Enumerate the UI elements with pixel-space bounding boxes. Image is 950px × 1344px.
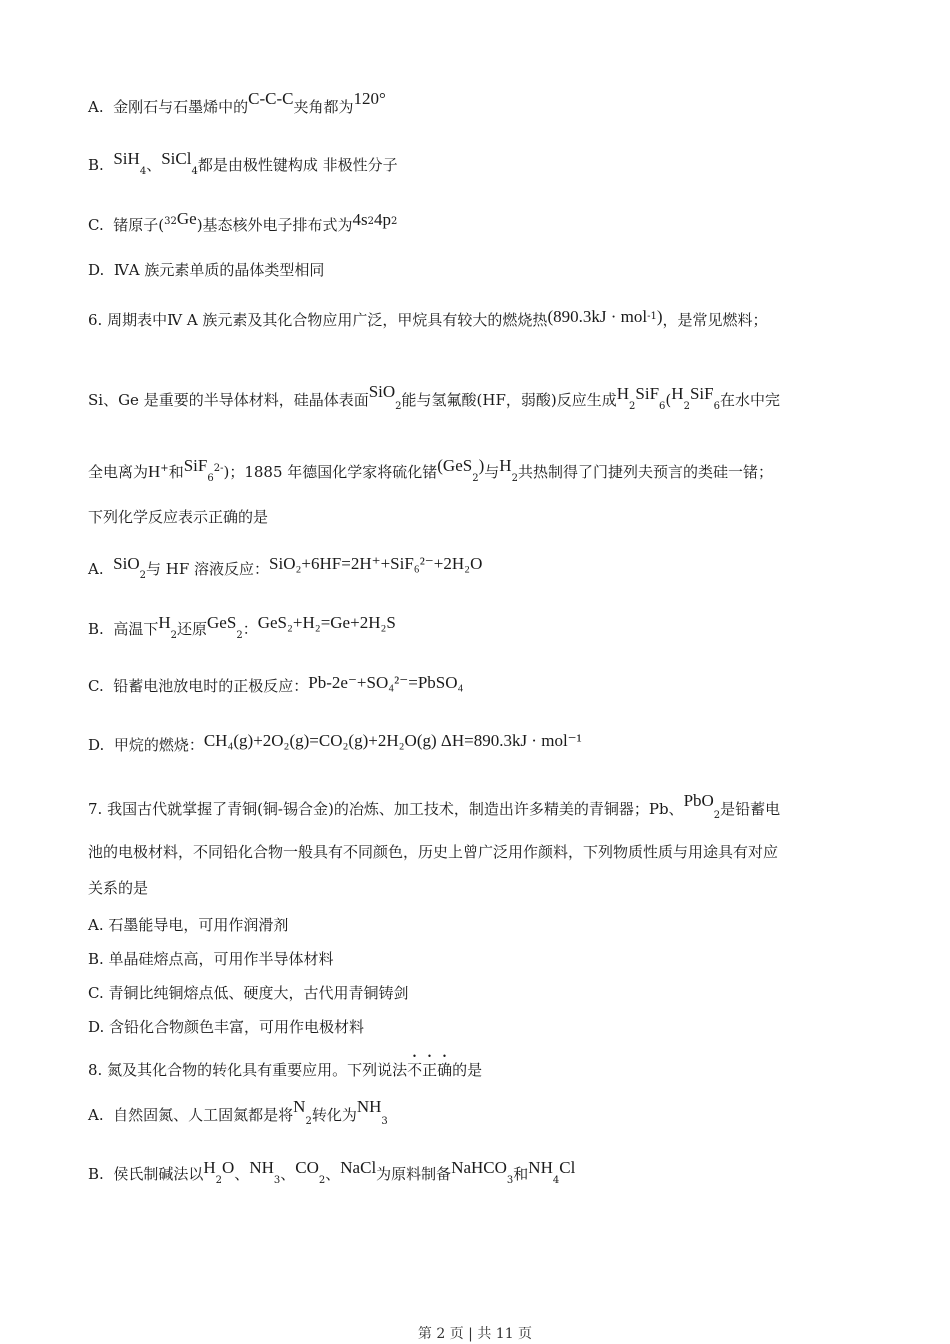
q5-option-d: D. ⅣA 族元素单质的晶体类型相同: [88, 261, 325, 279]
q8-option-b: B. 侯氏制碱法以$H_2O$、$NH_3$、$CO_2$、NaCl为原料制备NaHCO$_3$和$NH_4Cl$: [88, 1158, 576, 1186]
q8-stem: 8. 氮及其化合物的转化具有重要应用。下列说法不正确的是: [88, 1061, 483, 1079]
q6-option-b: B. 高温下$H_2$还原GeS$_2$：GeS₂+H₂=Ge+2H₂S: [88, 613, 396, 641]
q6-option-a: A. SiO$_2$与 HF 溶液反应：SiO₂+6HF=2H⁺+SiF₆²⁻+2H₂O: [88, 554, 483, 581]
q6-stem-line-4: 下列化学反应表示正确的是: [88, 508, 269, 526]
emphasized-text: 不正确: [407, 1061, 453, 1079]
q7-option-c: C. 青铜比纯铜熔点低、硬度大，古代用青铜铸剑: [88, 984, 409, 1002]
q6-option-c: C. 铅蓄电池放电时的正极反应：Pb-2e⁻+SO₄²⁻=PbSO₄: [88, 673, 464, 695]
q7-option-d: D. 含铅化合物颜色丰富，可用作电极材料: [88, 1018, 365, 1036]
q7-stem-line-3: 关系的是: [88, 879, 149, 897]
q7-stem-line-1: 7. 我国古代就掌握了青铜(铜-锡合金)的冶炼、加工技术，制造出许多精美的青铜器；Pb、PbO$_2$是铅蓄电: [88, 791, 781, 821]
q7-option-a: A. 石墨能导电，可用作润滑剂: [88, 916, 289, 934]
q5-option-b: B. SiH$_4$、SiCl$_4$都是由极性键构成 非极性分子: [88, 149, 398, 177]
q5-option-c: C. 锗原子($^{32}$Ge)基态核外电子排布式为$4s^24p^2$: [88, 209, 398, 234]
q7-option-b: B. 单晶硅熔点高，可用作半导体材料: [88, 950, 334, 968]
q7-stem-line-2: 池的电极材料，不同铅化合物一般具有不同颜色，历史上曾广泛用作颜料，下列物质性质与用途具有对应: [88, 843, 779, 861]
q5-option-a: A. 金刚石与石墨烯中的C-C-C夹角都为120°: [88, 89, 386, 116]
q6-stem-line-3: 全电离为H+和SiF$_6^{2-}$)；1885 年德国化学家将硫化锗(GeS$_2$)与$H_2$共热制得了门捷列夫预言的类硅一锗；: [88, 456, 773, 484]
page-footer: 第 2 页 | 共 11 页: [417, 1326, 533, 1342]
q6-stem-line-2: Si、Ge 是重要的半导体材料，硅晶体表面SiO$_2$能与氢氟酸(HF，弱酸)反应生成$H_2SiF_6(H_2SiF_6$在水中完: [88, 382, 780, 412]
q6-stem-line-1: 6. 周期表中Ⅳ A 族元素及其化合物应用广泛，甲烷具有较大的燃烧热(890.3kJ · mol$^{-1}$)，是常见燃料；: [88, 307, 768, 329]
q8-option-a: A. 自然固氮、人工固氮都是将$N_2$转化为$NH_3$: [88, 1097, 388, 1127]
q6-option-d: D. 甲烷的燃烧：CH₄(g)+2O₂(g)=CO₂(g)+2H₂O(g) ΔH=890.3kJ · mol⁻¹: [88, 731, 582, 754]
